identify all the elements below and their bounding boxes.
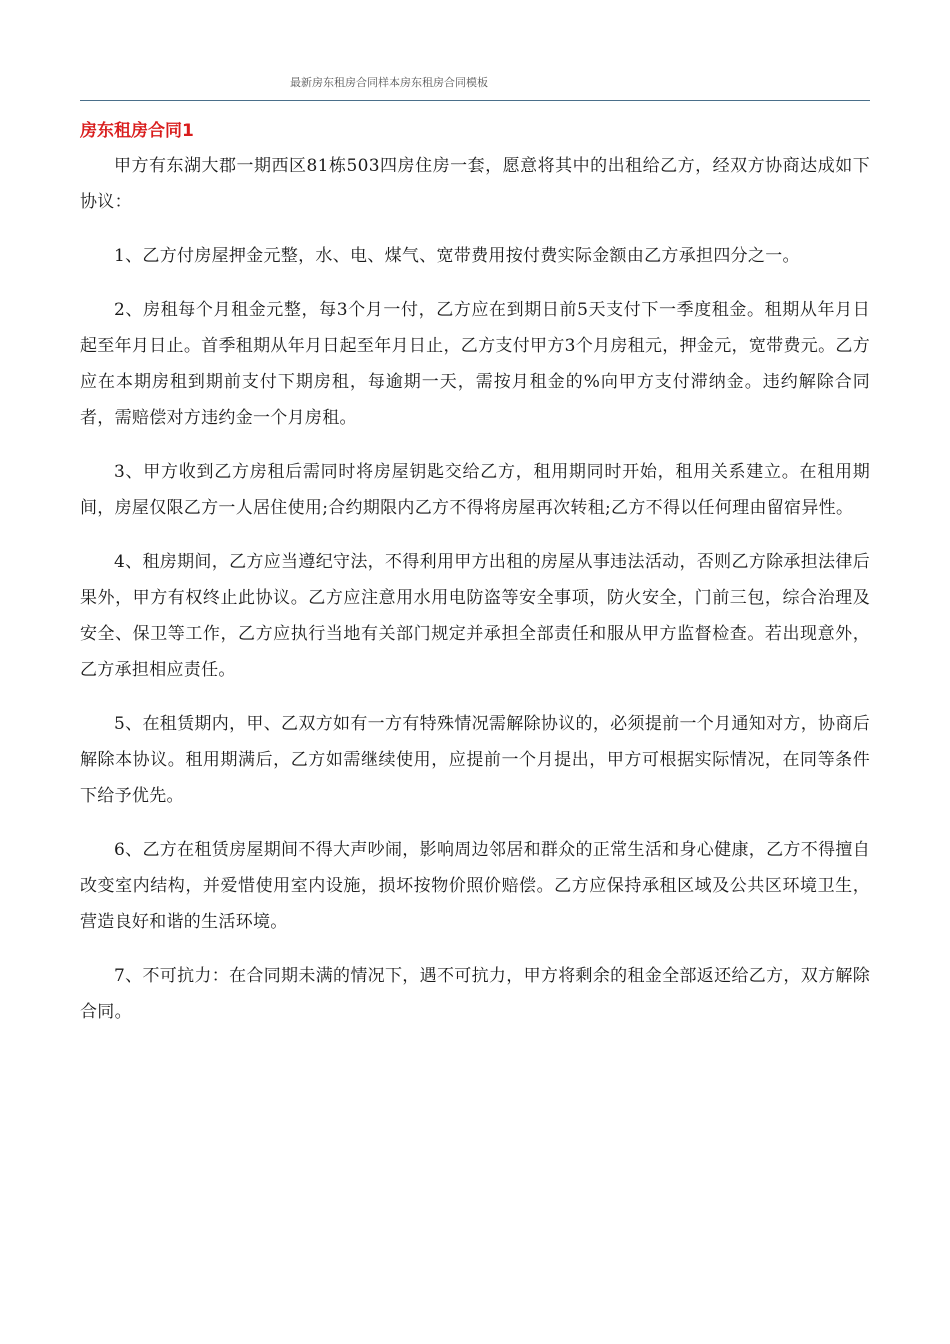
clause-2-paragraph: 2、房租每个月租金元整，每3个月一付，乙方应在到期日前5天支付下一季度租金。租期从年月日起至年月日止。首季租期从年月日起至年月日止，乙方支付甲方3个月房租元，押金元，宽带费元。乙方应在本期房租到期前支付下期房租，每逾期一天，需按月租金的%向甲方支付滞纳金。违约解除合同者，需赔偿对方违约金一个月房租。 (80, 300, 870, 428)
clause-6-paragraph: 6、乙方在租赁房屋期间不得大声吵闹，影响周边邻居和群众的正常生活和身心健康，乙方不得擅自改变室内结构，并爱惜使用室内设施，损坏按物价照价赔偿。乙方应保持承租区域及公共区环境卫生，营造良好和谐的生活环境。 (80, 840, 870, 932)
clause-1-paragraph: 1、乙方付房屋押金元整，水、电、煤气、宽带费用按付费实际金额由乙方承担四分之一。 (114, 246, 800, 266)
clause-7-paragraph: 7、不可抗力：在合同期未满的情况下，遇不可抗力，甲方将剩余的租金全部返还给乙方，双方解除合同。 (80, 966, 870, 1022)
page-header (80, 70, 870, 101)
clause-5-paragraph: 5、在租赁期内，甲、乙双方如有一方有特殊情况需解除协议的，必须提前一个月通知对方，协商后解除本协议。租用期满后，乙方如需继续使用，应提前一个月提出，甲方可根据实际情况，在同等条件下给予优先。 (80, 714, 870, 806)
contract-body (80, 148, 870, 1048)
header-text: 最新房东租房合同样本房东租房合同模板 (290, 76, 488, 89)
clause-4-paragraph: 4、租房期间，乙方应当遵纪守法，不得利用甲方出租的房屋从事违法活动，否则乙方除承担法律后果外，甲方有权终止此协议。乙方应注意用水用电防盗等安全事项，防火安全，门前三包，综合治理及安全、保卫等工作，乙方应执行当地有关部门规定并承担全部责任和服从甲方监督检查。若出现意外，乙方承担相应责任。 (80, 552, 870, 680)
document-title: 房东租房合同1 (80, 121, 194, 141)
intro-paragraph: 甲方有东湖大郡一期西区81栋503四房住房一套，愿意将其中的出租给乙方，经双方协商达成如下协议： (80, 156, 870, 212)
clause-3-paragraph: 3、甲方收到乙方房租后需同时将房屋钥匙交给乙方，租用期同时开始，租用关系建立。在租用期间，房屋仅限乙方一人居住使用;合约期限内乙方不得将房屋再次转租;乙方不得以任何理由留宿异性。 (80, 462, 870, 518)
